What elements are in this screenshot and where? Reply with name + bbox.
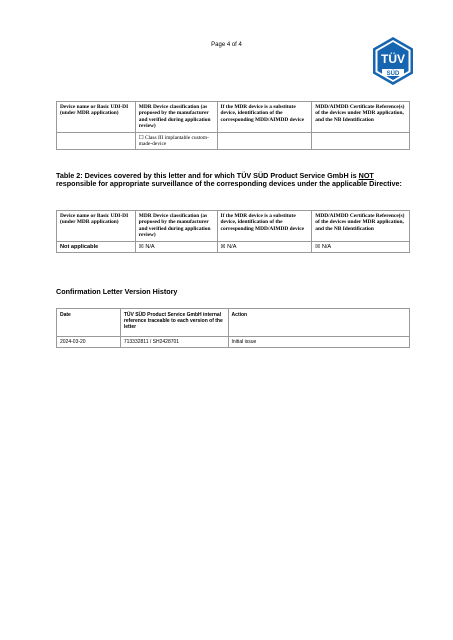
header-certificate-reference: MDD/AIMDD Certificate Reference(s) of the devices under MDR application, and the NB Identification xyxy=(312,211,410,242)
device-table-1 xyxy=(56,101,410,150)
header-mdr-classification: MDR Device classification (as proposed by the manufacturer and verified during application review) xyxy=(135,211,217,242)
header-date: Date xyxy=(57,309,121,337)
header-internal-reference: TÜV SÜD Product Service GmbH internal reference traceable to each version of the letter xyxy=(120,309,228,337)
table-row xyxy=(57,241,410,252)
device-table-2 xyxy=(56,210,410,253)
header-substitute-device: If the MDR device is a substitute device, identification of the corresponding MDD/AIMDD device xyxy=(217,102,312,133)
header-action: Action xyxy=(228,309,409,337)
cell-device-name xyxy=(57,132,136,150)
header-certificate-reference: MDD/AIMDD Certificate Reference(s) of the devices under MDR application, and the NB Identification xyxy=(312,102,410,133)
table2-heading xyxy=(56,172,416,189)
logo-text-top: TÜV xyxy=(381,52,405,66)
cell-substitute: ☒ N/A xyxy=(217,241,312,252)
cell-action: Initial issue xyxy=(228,336,409,347)
table-header-row xyxy=(57,309,410,337)
header-device-name: Device name or Basic UDI-DI (under MDR application) xyxy=(57,102,136,133)
cell-device-name: Not applicable xyxy=(57,241,136,252)
table2-heading-part2: responsible for appropriate surveillance of the corresponding devices under the applicable Directive: xyxy=(56,179,402,189)
tuv-sud-logo xyxy=(368,36,418,86)
table-row xyxy=(57,132,410,150)
table-header-row xyxy=(57,102,410,133)
page-number: Page 4 of 4 xyxy=(211,42,242,48)
cell-date: 2024-03-20 xyxy=(57,336,121,347)
cell-internal-reference: 713332811 / SH2428701 xyxy=(120,336,228,347)
table-row xyxy=(57,336,410,347)
table2-heading-part1: Table 2: Devices covered by this letter and for which TÜV SÜD Product Service GmbH is xyxy=(56,171,359,180)
cell-classification: ☐ Class III implantable custom-made-device xyxy=(135,132,217,150)
cell-certificate xyxy=(312,132,410,150)
logo-text-bottom: SÜD xyxy=(386,71,400,77)
header-device-name: Device name or Basic UDI-DI (under MDR application) xyxy=(57,211,136,242)
table-header-row xyxy=(57,211,410,242)
header-substitute-device: If the MDR device is a substitute device, identification of the corresponding MDD/AIMDD device xyxy=(217,211,312,242)
history-heading: Confirmation Letter Version History xyxy=(56,287,178,296)
table2-heading-emphasis: NOT xyxy=(358,171,374,180)
header-mdr-classification: MDR Device classification (as proposed by the manufacturer and verified during application review) xyxy=(135,102,217,133)
cell-classification: ☒ N/A xyxy=(135,241,217,252)
version-history-table xyxy=(56,308,410,348)
cell-certificate: ☒ N/A xyxy=(312,241,410,252)
cell-substitute xyxy=(217,132,312,150)
